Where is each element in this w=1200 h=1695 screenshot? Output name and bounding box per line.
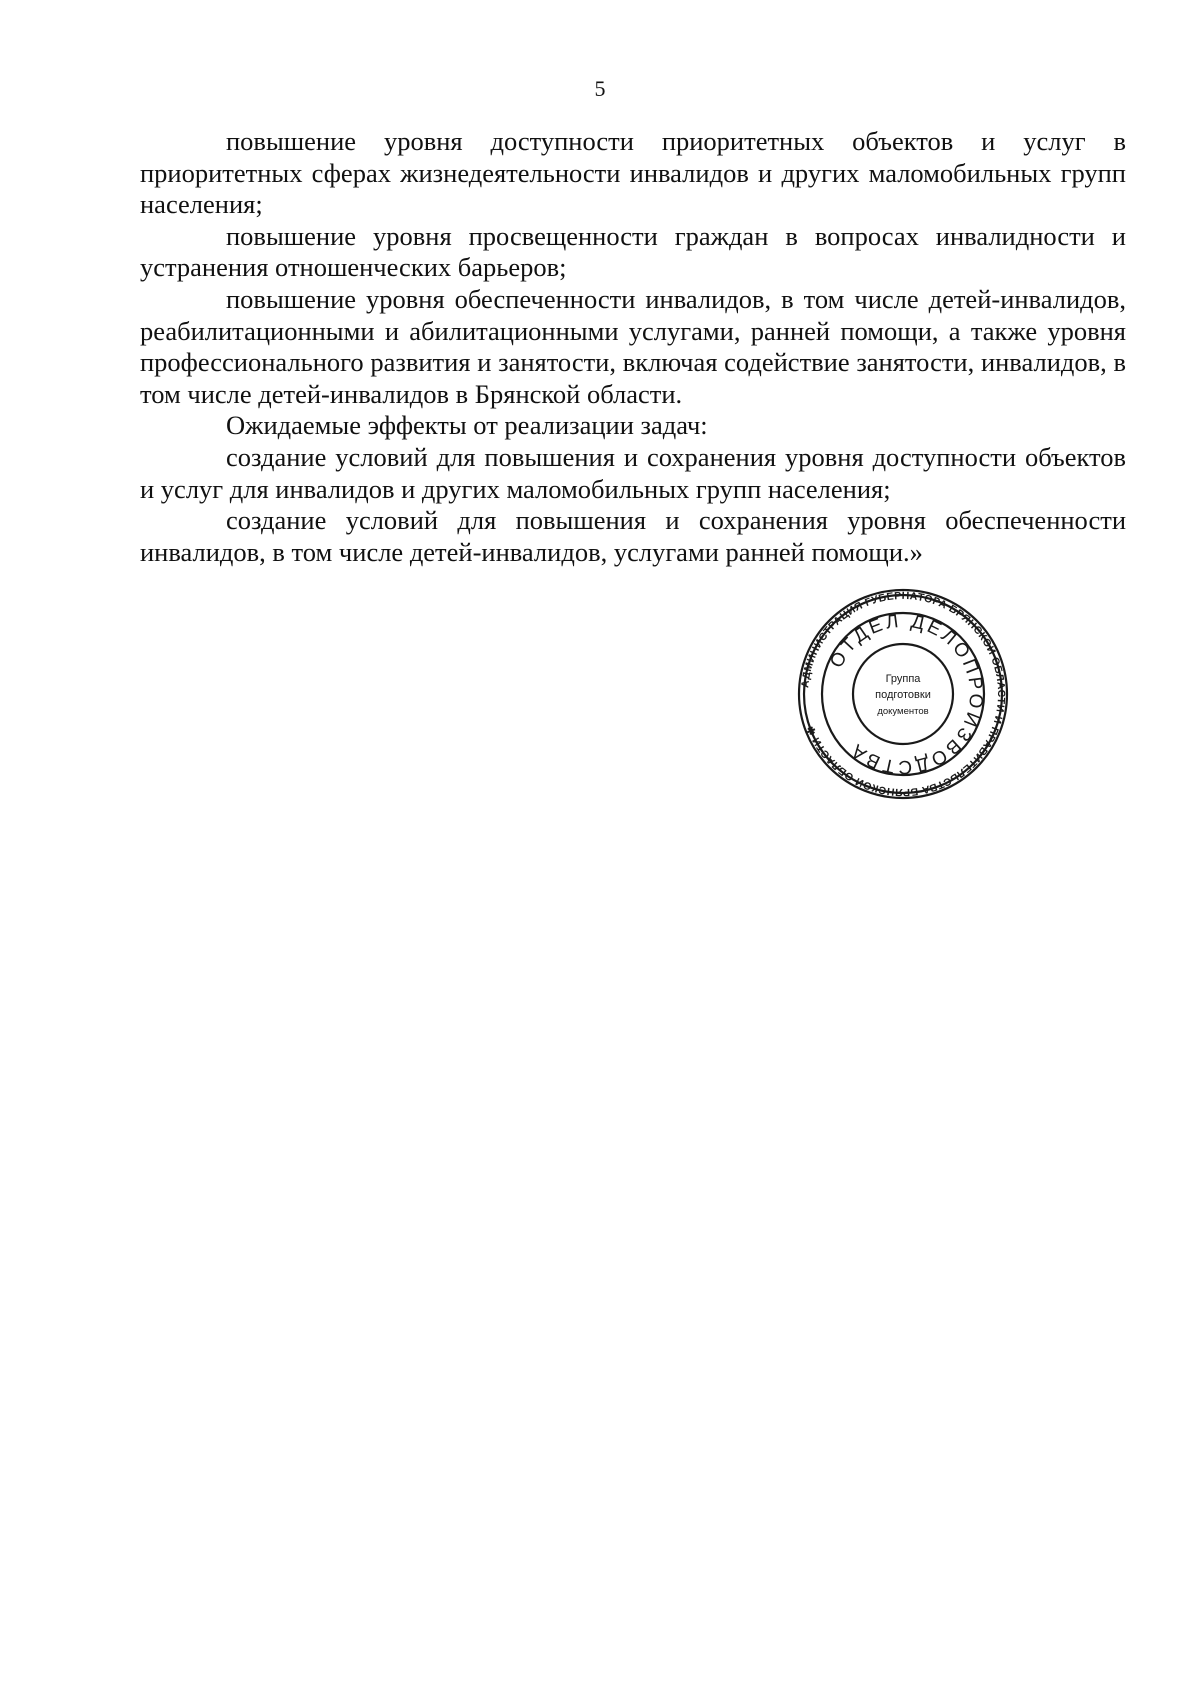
stamp-center-line-3: документов [877,706,929,717]
paragraph-effect-accessibility: создание условий для повышения и сохранения уровня доступности объектов и услуг для инвалидов и других маломобильных групп населения; [140,441,1126,504]
stamp-center-line-1: Группа [885,673,921,685]
stamp-outer-text: АДМИНИСТРАЦИЯ ГУБЕРНАТОРА БРЯНСКОЙ ОБЛАСТИ И ПРАВИТЕЛЬСТВА БРЯНСКОЙ ОБЛАСТИ ✱ [799,589,1008,799]
office-seal-stamp [796,587,1010,801]
stamp-inner-text: ОТДЕЛ ДЕЛОПРОИЗВОДСТВА [826,610,987,778]
paragraph-accessibility: повышение уровня доступности приоритетных объектов и услуг в приоритетных сферах жизнедеятельности инвалидов и других маломобильных групп населения; [140,126,1126,220]
paragraph-effect-early-help: создание условий для повышения и сохранения уровня обеспеченности инвалидов, в том числе детей-инвалидов, услугами ранней помощи.» [140,505,1126,567]
stamp-center-line-2: подготовки [875,689,931,701]
paragraph-rehabilitation: повышение уровня обеспеченности инвалидов, в том числе детей-инвалидов, реабилитационными и абилитационными услугами, ранней помощи, а также уровня профессионального развития и занятости, включая содействие занятости, инвалидов, в том числе детей-инвалидов в Брянской области. [140,283,1126,409]
paragraph-expected-effects-heading: Ожидаемые эффекты от реализации задач: [226,410,708,441]
page-number: 5 [594,76,606,101]
paragraph-awareness: повышение уровня просвещенности граждан в вопросах инвалидности и устранения отношенческих барьеров; [140,220,1126,283]
body-text [140,126,1126,568]
